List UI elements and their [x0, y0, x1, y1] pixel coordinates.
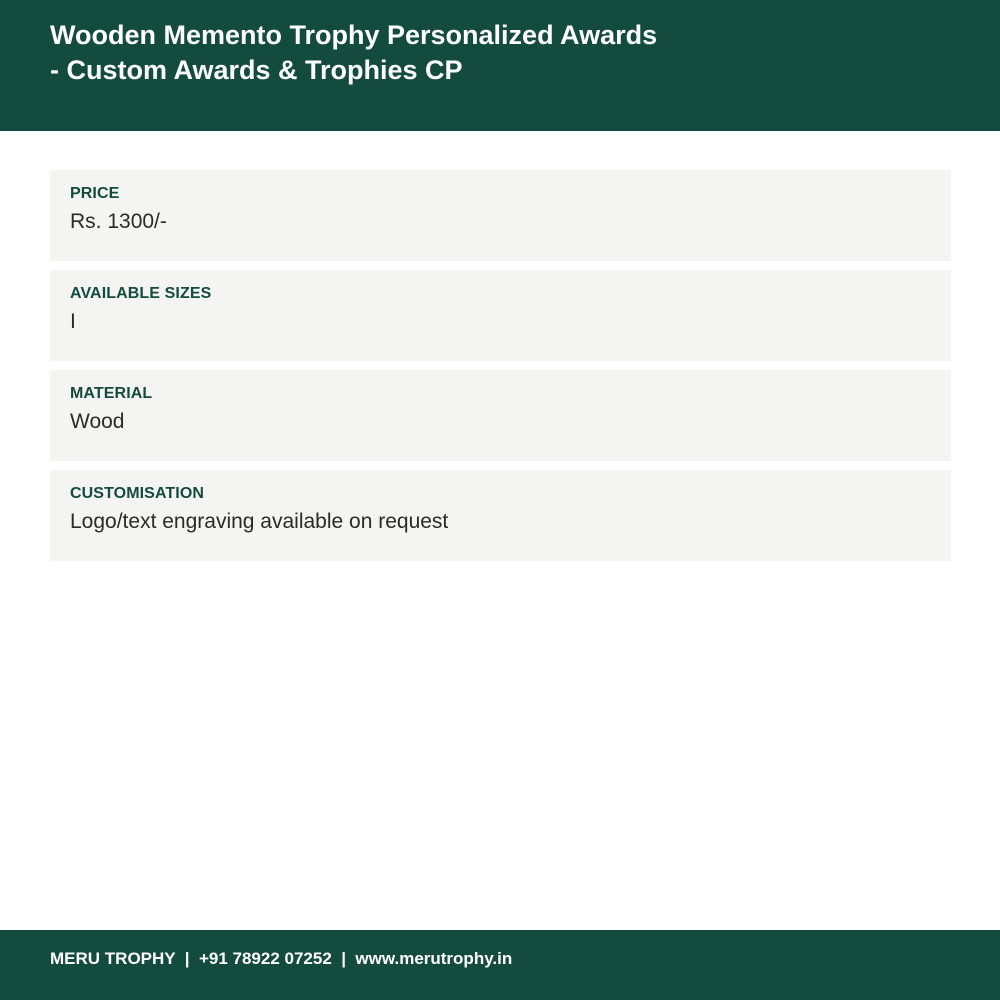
spec-card-price [50, 170, 951, 261]
header-banner [0, 0, 1000, 131]
spec-value-customisation: Logo/text engraving available on request [70, 510, 449, 533]
spec-label-customisation: CUSTOMISATION [70, 485, 205, 502]
spec-card-available-sizes [50, 270, 951, 361]
spec-label-available-sizes: AVAILABLE SIZES [70, 285, 212, 302]
page-title: Wooden Memento Trophy Personalized Awards - Custom Awards & Trophies CP [50, 20, 658, 85]
footer-bar [0, 930, 1000, 1000]
spec-list [50, 170, 951, 570]
spec-label-material: MATERIAL [70, 385, 153, 402]
footer-contact-info: MERU TROPHY | +91 78922 07252 | www.merutrophy.in [50, 949, 513, 968]
spec-value-available-sizes: I [70, 310, 76, 333]
spec-card-material [50, 370, 951, 461]
spec-value-price: Rs. 1300/- [70, 210, 167, 233]
spec-card-customisation [50, 470, 951, 561]
spec-value-material: Wood [70, 410, 125, 433]
spec-label-price: PRICE [70, 185, 120, 202]
